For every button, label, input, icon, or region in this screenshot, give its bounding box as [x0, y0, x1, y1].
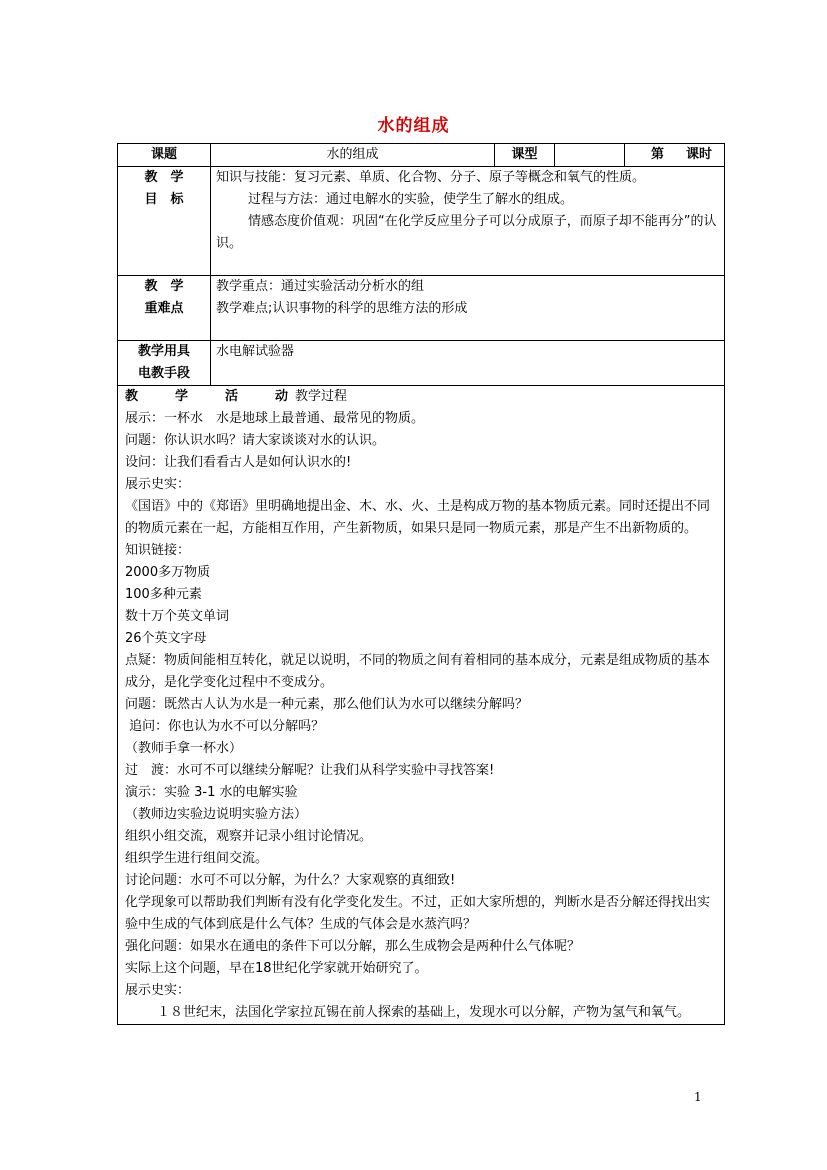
activity-content	[118, 386, 725, 1025]
tools-label	[118, 341, 211, 386]
activity-line: 26个英文字母	[125, 631, 207, 646]
activity-paragraph: 点疑：物质间能相互转化，就足以说明，不同的物质之间有着相同的基本成分，元素是组成物质的基本成分，是化学变化过程中不变成分。	[125, 653, 711, 690]
period-label-left: 第	[651, 147, 665, 162]
tools-row	[118, 341, 725, 386]
activity-line: 组织学生进行组间交流。	[125, 851, 269, 866]
topic-value: 水的组成	[211, 144, 495, 167]
focus-line1: 教学重点：通过实验活动分析水的组	[216, 279, 425, 294]
activity-line: 演示：实验 3-1 水的电解实验	[125, 785, 298, 800]
type-value	[555, 144, 625, 167]
activity-head-char-2: 学	[175, 389, 189, 404]
activity-line: 追问：你也认为水不可以分解吗？	[125, 719, 325, 734]
focus-label-line2: 重难点	[144, 301, 184, 316]
goals-label-line1: 教 学	[144, 170, 184, 185]
activity-head-char-3: 活	[225, 389, 239, 404]
activity-head-tail: 教学过程	[295, 389, 348, 404]
focus-label	[118, 276, 211, 341]
activity-line: 问题：既然古人认为水是一种元素，那么他们认为水可以继续分解吗？	[125, 697, 529, 712]
activity-line: 问题：你认识水吗？请大家谈谈对水的认识。	[125, 433, 386, 448]
activity-heading	[125, 386, 720, 408]
goals-label-line2: 目 标	[144, 192, 184, 207]
document-title: 水的组成	[377, 116, 450, 136]
goals-label	[118, 167, 211, 276]
tools-label-line2: 电教手段	[137, 366, 190, 381]
period-cell	[625, 144, 725, 167]
activity-line: 组织小组交流，观察并记录小组讨论情况。	[125, 829, 373, 844]
activity-line: 100多种元素	[125, 587, 202, 602]
activity-line: 知识链接：	[125, 543, 191, 558]
focus-row	[118, 276, 725, 341]
goals-row	[118, 167, 725, 276]
topic-label: 课题	[118, 144, 211, 167]
activity-head-char-1: 教	[125, 389, 139, 404]
goals-line3: 情感态度价值观：巩固“在化学反应里分子可以分成原子，而原子却不能再分”的认识。	[216, 214, 717, 251]
activity-head-char-4: 动	[275, 389, 289, 404]
activity-line: 展示：一杯水 水是地球上最普通、最常见的物质。	[125, 411, 425, 426]
goals-content	[211, 167, 725, 276]
activity-line: 设问：让我们看看古人是如何认识水的!	[125, 455, 352, 470]
type-label: 课型	[495, 144, 555, 167]
tools-label-line1: 教学用具	[137, 344, 190, 359]
activity-line: 展示史实：	[125, 477, 191, 492]
header-row	[118, 144, 725, 167]
tools-value: 水电解试验器	[211, 341, 725, 386]
activity-line: （教师手拿一杯水）	[125, 741, 243, 756]
goals-line2: 过程与方法：通过电解水的实验，使学生了解水的组成。	[248, 192, 574, 207]
activity-line: 实际上这个问题，早在18世纪化学家就开始研究了。	[125, 961, 428, 976]
goals-line1: 知识与技能：复习元素、单质、化合物、分子、原子等概念和氧气的性质。	[216, 170, 646, 185]
activity-paragraph: 《国语》中的《郑语》里明确地提出金、木、水、火、土是构成万物的基本物质元素。同时还提出不同的物质元素在一起，方能相互作用，产生新物质，如果只是同一物质元素，那是产生不出新物质的。	[125, 499, 711, 536]
activity-line: 强化问题：如果水在通电的条件下可以分解，那么生成物会是两种什么气体呢？	[125, 939, 581, 954]
activity-line: 过 渡：水可不可以继续分解呢？让我们从科学实验中寻找答案!	[125, 763, 495, 778]
activity-paragraph: １８世纪末，法国化学家拉瓦锡在前人探索的基础上，发现水可以分解，产物为氢气和氧气。	[157, 1005, 691, 1020]
focus-content	[211, 276, 725, 341]
page-number: 1	[694, 1090, 702, 1104]
activity-line: 数十万个英文单词	[125, 609, 230, 624]
period-label-right: 课时	[685, 147, 712, 162]
activity-row	[118, 386, 725, 1025]
focus-line2: 教学难点;认识事物的科学的思维方法的形成	[216, 301, 468, 316]
focus-label-line1: 教 学	[144, 279, 184, 294]
activity-line: 讨论问题：水可不可以分解，为什么？大家观察的真细致!	[125, 873, 456, 888]
activity-line: （教师边实验边说明实验方法）	[125, 807, 308, 822]
activity-line: 展示史实：	[125, 983, 191, 998]
activity-line: 2000多万物质	[125, 565, 211, 580]
activity-paragraph: 化学现象可以帮助我们判断有没有化学变化发生。不过，正如大家所想的，判断水是否分解还得找出实验中生成的气体到底是什么气体？生成的气体会是水蒸汽吗？	[125, 895, 711, 932]
lesson-plan-table	[117, 143, 725, 1025]
